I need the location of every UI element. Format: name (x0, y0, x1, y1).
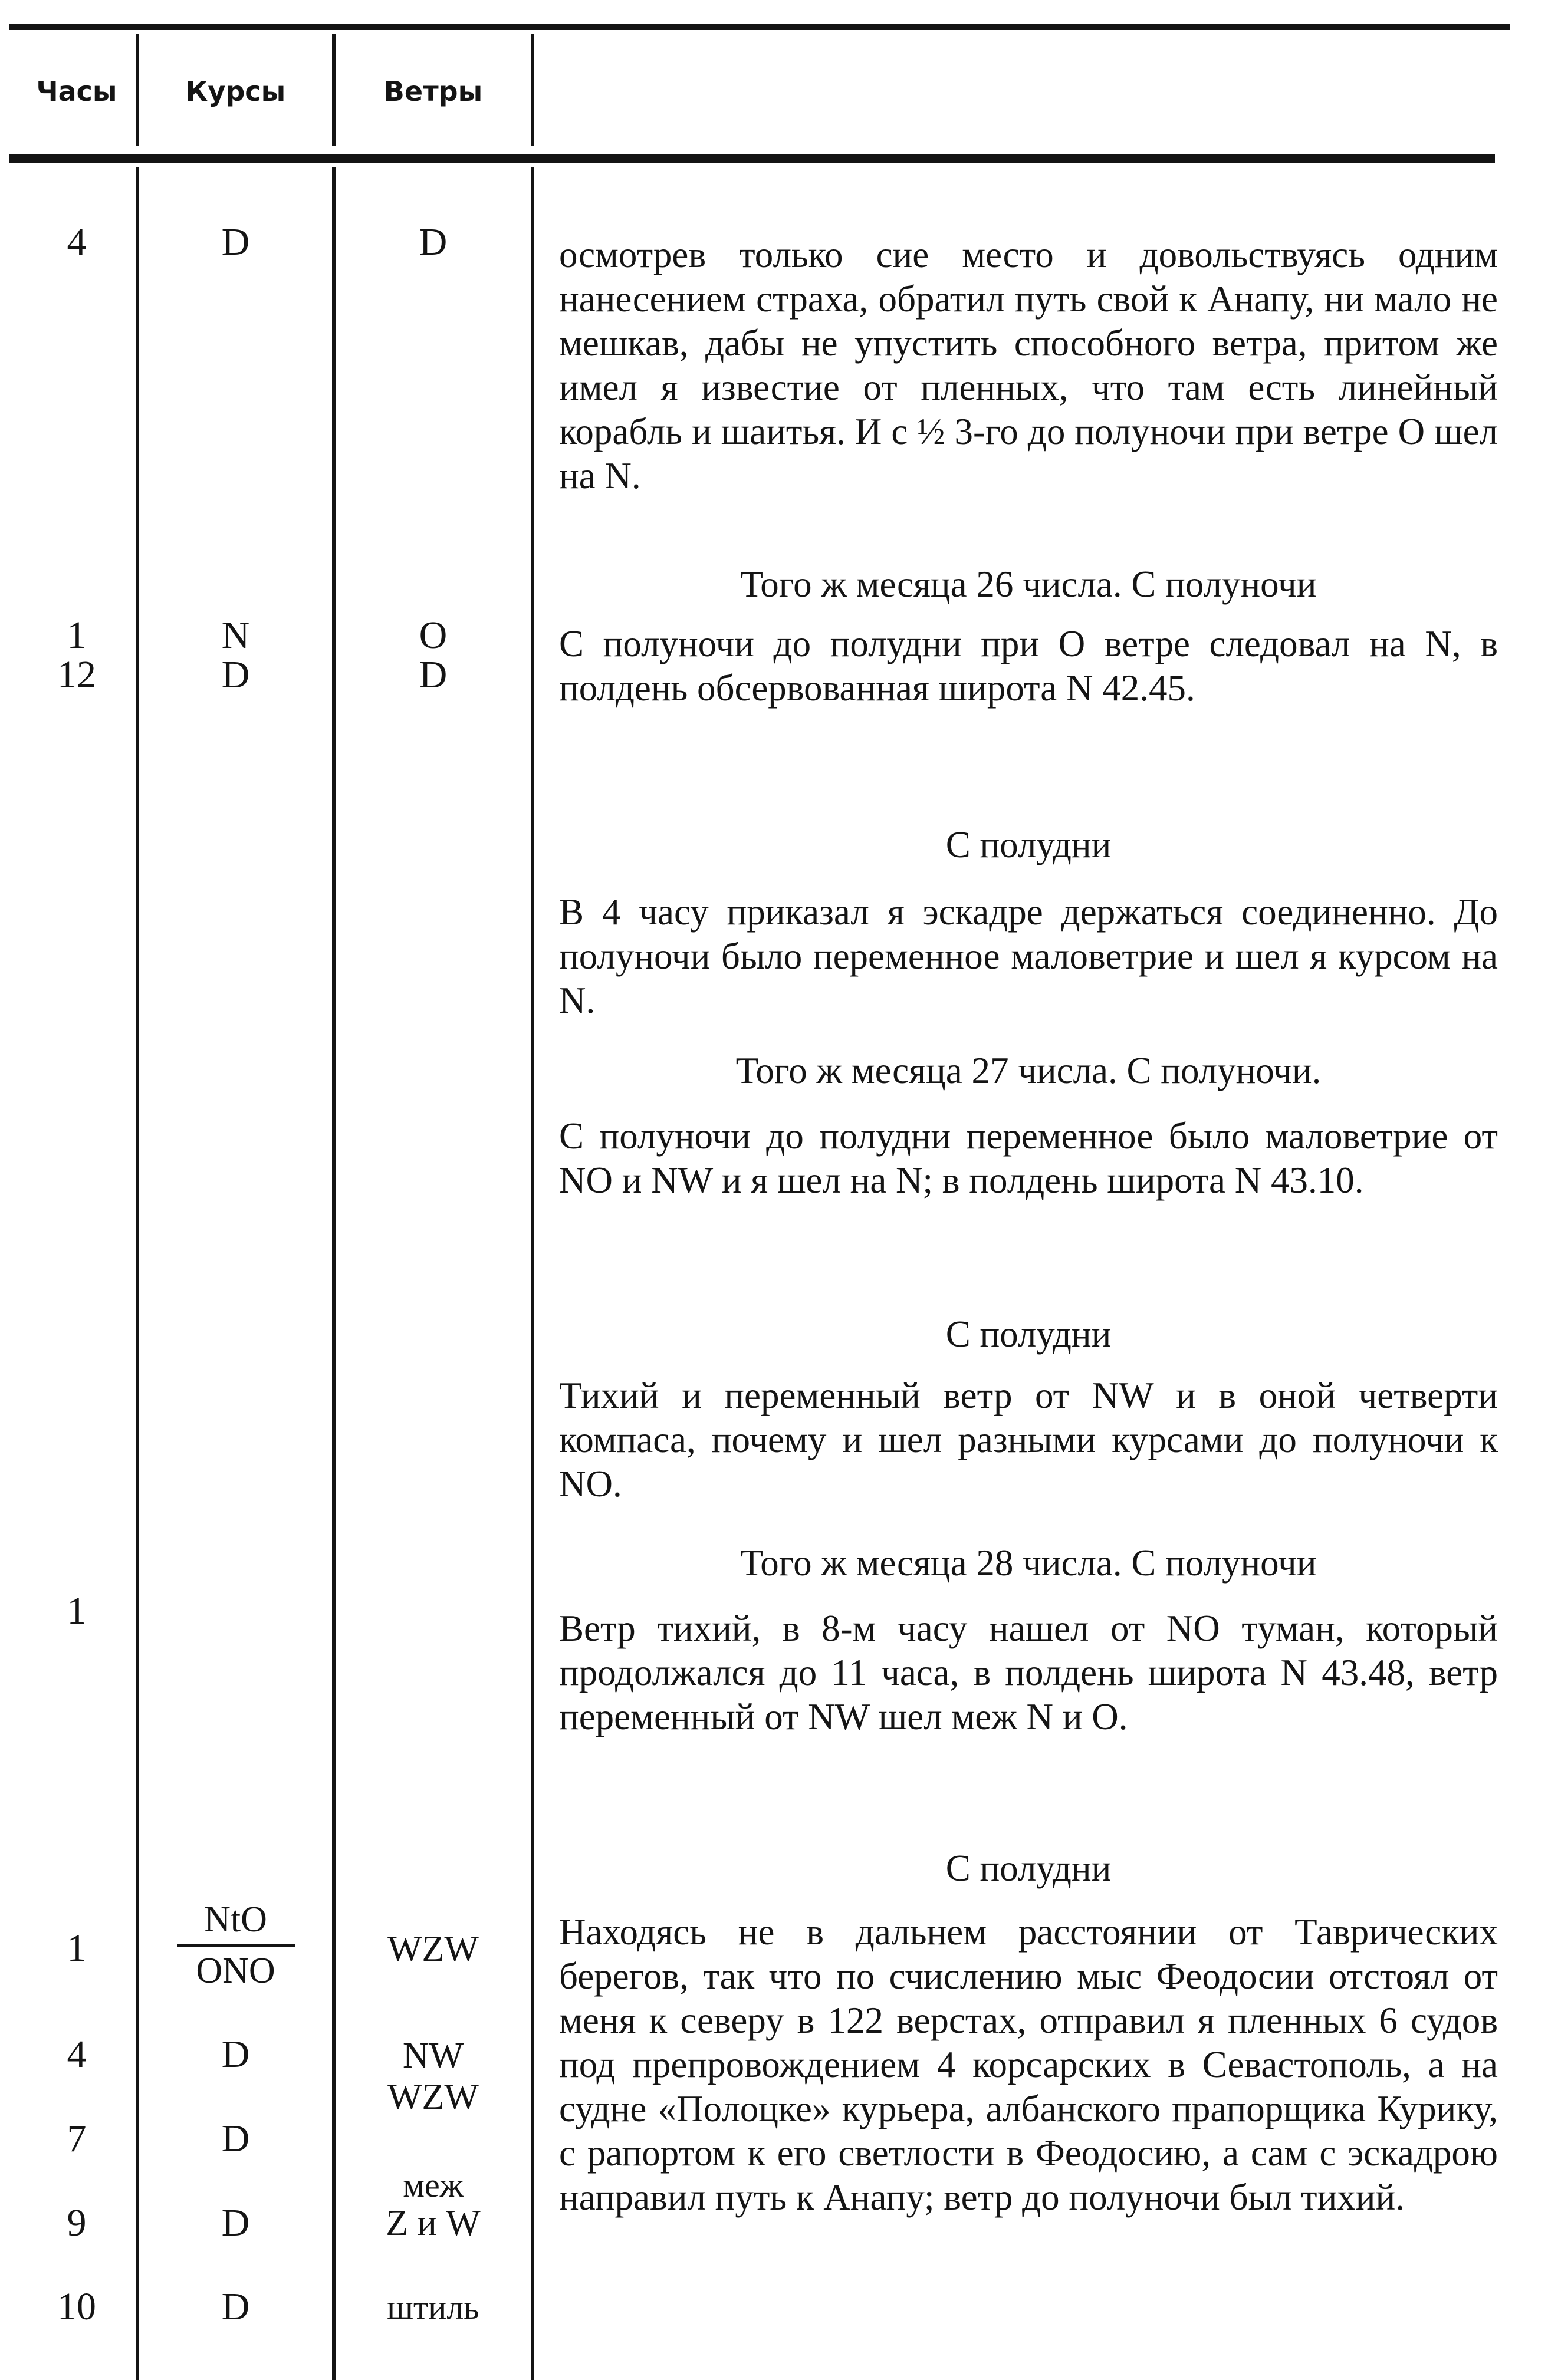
header-winds: Ветры (383, 75, 483, 107)
top-rule (9, 24, 1510, 30)
course-fraction-bottom: ONO (196, 1951, 275, 1991)
wind-cell: WZW (387, 1929, 479, 1969)
hour-cell: 9 (67, 2201, 87, 2244)
section-heading: С полудни (945, 1314, 1112, 1355)
paragraph: В 4 часу приказал я эскадре держаться соединенно. До полуночи было переменное маловетрие и шел я курсом на N. (559, 891, 1498, 1021)
section-heading: Того ж месяца 28 числа. С полуночи (740, 1542, 1317, 1584)
section-heading: С полудни (945, 1848, 1112, 1889)
header-hours: Часы (36, 75, 117, 107)
hour-cell: 7 (67, 2117, 87, 2160)
wind-cell: O (419, 614, 448, 657)
section-heading: С полудни (945, 824, 1112, 865)
paragraph: Ветр тихий, в 8-м часу нашел от NO туман, который продолжался до 11 часа, в полдень широта N 43.48, ветр переменный от NW шел меж N и O. (559, 1608, 1498, 1737)
column-divider (531, 167, 534, 2380)
hour-cell: 1 (67, 1927, 87, 1970)
hour-cell: 1 (67, 1589, 87, 1632)
hour-cell: 12 (57, 653, 96, 696)
fraction-bar (177, 1944, 295, 1947)
course-cell: D (221, 2117, 250, 2160)
header-rule (9, 154, 1495, 163)
course-cell: D (221, 2285, 250, 2328)
wind-cell: D (419, 653, 448, 696)
wind-cell: NW (402, 2036, 464, 2076)
course-cell: D (221, 2033, 250, 2076)
paragraph: Находясь не в дальнем расстоянии от Таврических берегов, так что по счислению мыс Феодосии отстоял от меня к северу в 122 верстах, отправил я пленных 6 судов под препровождением 4 корсарских в Севастополь, а на судне «Полоцке» курьера, албанского прапорщика Курику, с рапортом к его светлости в Феодосию, а сам с эскадрою направил путь к Анапу; ветр до полуночи был тихий. (559, 1911, 1498, 2218)
hour-cell: 10 (57, 2285, 96, 2328)
wind-cell: WZW (387, 2077, 479, 2117)
course-cell: D (221, 653, 250, 696)
section-heading: Того ж месяца 26 числа. С полуночи (740, 564, 1317, 605)
wind-cell: меж (403, 2166, 464, 2204)
section-heading: Того ж месяца 27 числа. С полуночи. (735, 1050, 1322, 1091)
column-divider (531, 34, 534, 146)
header-courses: Курсы (185, 75, 286, 107)
wind-cell: D (419, 220, 448, 264)
hour-cell: 1 (67, 614, 87, 657)
course-cell: N (221, 614, 250, 657)
paragraph: Тихий и переменный ветр от NW и в оной четверти компаса, почему и шел разными курсами до полуночи к NO. (559, 1375, 1498, 1505)
paragraph: С полуночи до полудни при О ветре следовал на N, в полдень обсервованная широта N 42.45. (559, 623, 1498, 709)
wind-cell: Z и W (386, 2203, 481, 2243)
wind-cell: штиль (387, 2288, 479, 2326)
course-cell: D (221, 220, 250, 264)
paragraph: С полуночи до полудни переменное было маловетрие от NO и NW и я шел на N; в полдень широта N 43.10. (559, 1115, 1498, 1201)
hour-cell: 4 (67, 220, 87, 264)
course-fraction-top: NtO (204, 1900, 267, 1940)
paragraph: осмотрев только сие место и довольствуясь одним нанесением страха, обратил путь свой к Анапу, ни мало не мешкав, дабы не упустить способного ветра, притом же имел я известие от пленных, что там есть линейный корабль и шаитья. И с ½ 3-го до полуночи при ветре О шел на N. (559, 234, 1498, 496)
course-cell: D (221, 2201, 250, 2244)
hour-cell: 4 (67, 2033, 87, 2076)
